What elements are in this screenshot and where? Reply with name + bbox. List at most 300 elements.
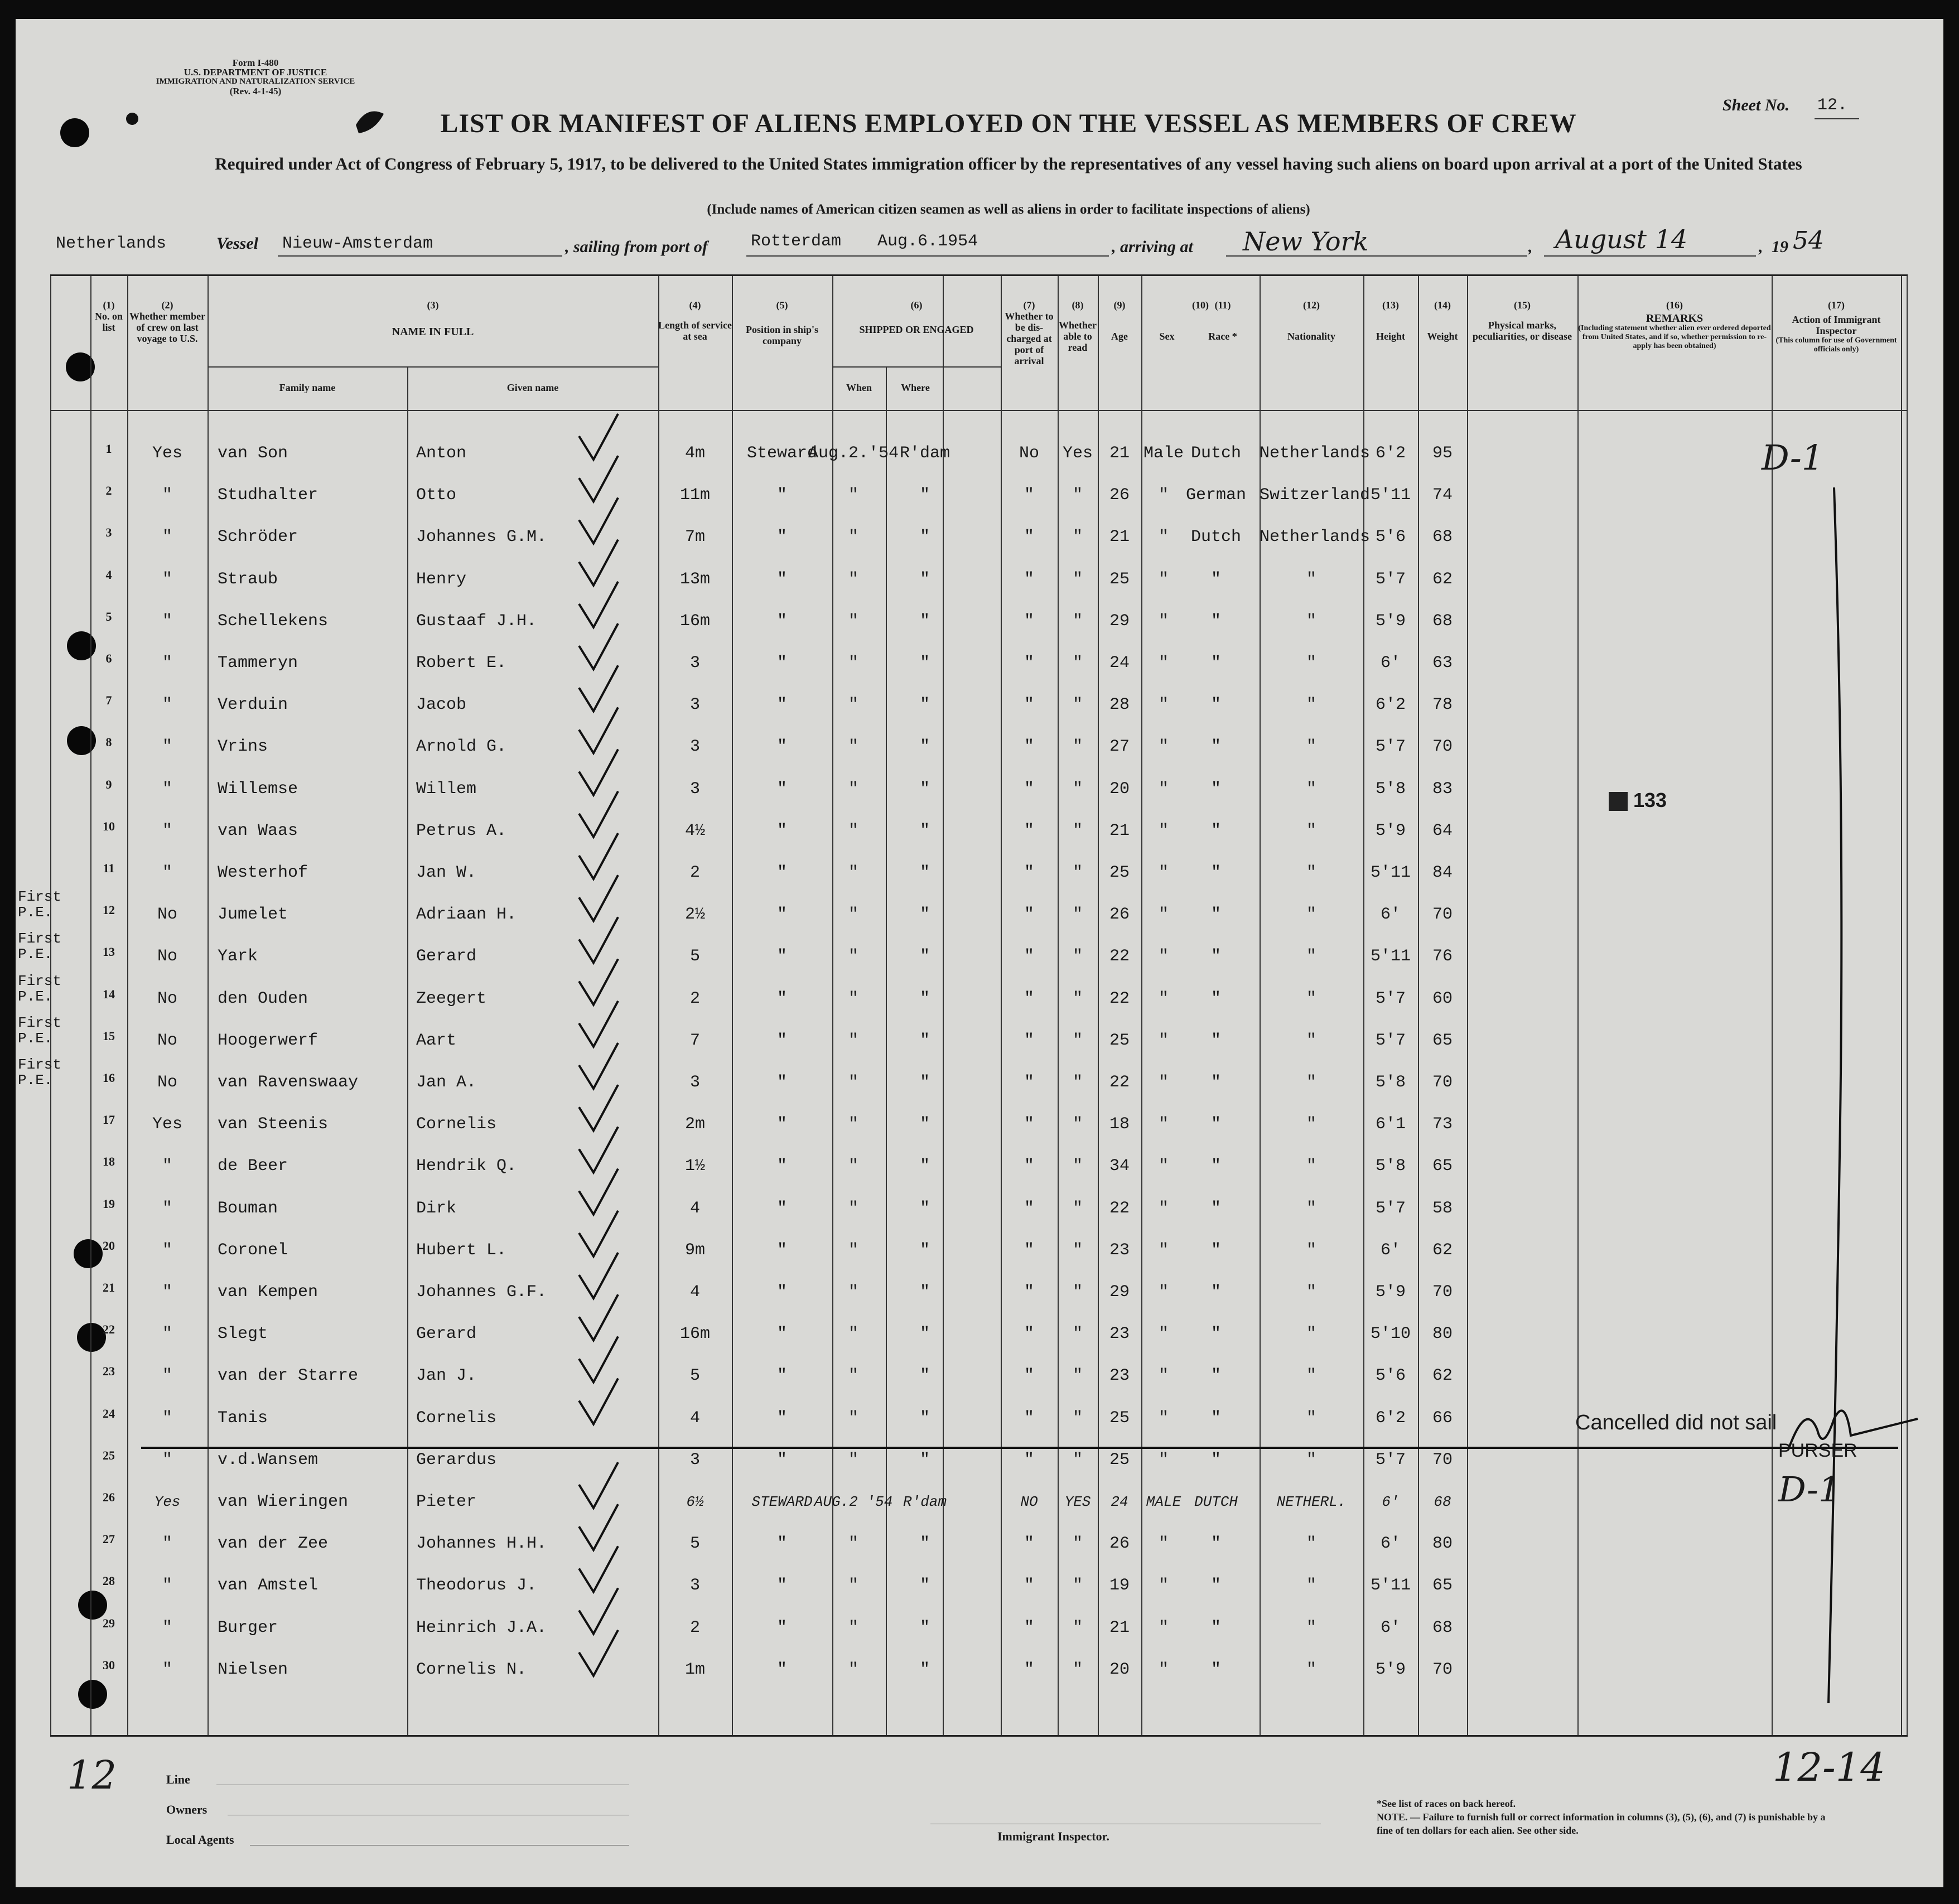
cell-race: "	[1210, 989, 1221, 1008]
cell-service: 5	[689, 947, 700, 967]
cell-prev: "	[162, 569, 172, 589]
cell-read: "	[1072, 1366, 1083, 1386]
cell-family: van Kempen	[218, 1283, 319, 1302]
cell-height: 5'9	[1375, 611, 1406, 631]
cell-weight: 70	[1432, 1283, 1453, 1302]
cell-discharge: "	[1024, 905, 1034, 925]
cell-where: "	[919, 821, 930, 840]
cell-read: "	[1072, 989, 1083, 1008]
cell-where: "	[919, 1073, 930, 1092]
cell-service: 16m	[679, 611, 710, 631]
cell-when: "	[848, 1660, 858, 1679]
cell-where: "	[919, 569, 930, 589]
arrival-date: August 14	[1555, 224, 1688, 254]
cell-when: "	[848, 569, 858, 589]
cell-when: "	[848, 947, 858, 967]
cell-sex: "	[1158, 695, 1169, 715]
check-mark-icon	[579, 1504, 618, 1550]
cell-when: "	[848, 737, 858, 757]
cell-when: "	[848, 863, 858, 882]
cell-service: 9m	[684, 1240, 705, 1260]
cell-no: 3	[105, 525, 112, 540]
cell-weight: 68	[1432, 1618, 1453, 1637]
cell-age: 22	[1109, 947, 1130, 967]
cell-no: 19	[103, 1196, 115, 1211]
cell-no: 24	[103, 1406, 115, 1420]
check-mark-icon	[579, 540, 618, 586]
cell-height: 5'6	[1375, 528, 1406, 547]
cell-prev: "	[162, 863, 172, 882]
cell-family: v.d.Wansem	[218, 1450, 319, 1470]
cell-height: 5'7	[1375, 737, 1406, 757]
corner-number-right: 12-14	[1773, 1744, 1885, 1790]
cell-given: Cornelis	[416, 1115, 497, 1134]
cell-prev: "	[162, 821, 172, 840]
cell-where: "	[919, 1450, 930, 1470]
cell-height: 5'8	[1375, 779, 1406, 799]
check-mark-icon	[579, 1085, 618, 1130]
cell-sex: "	[1158, 947, 1169, 967]
cell-sex: "	[1158, 1073, 1169, 1092]
cell-when: "	[848, 486, 858, 505]
cell-family: van der Starre	[218, 1366, 359, 1386]
purser-stamp: PURSER	[1778, 1440, 1857, 1461]
check-mark-icon	[579, 414, 618, 460]
cell-race: "	[1210, 821, 1221, 840]
cell-family: Schröder	[218, 528, 298, 547]
cell-discharge: "	[1024, 1534, 1034, 1554]
cell-sex: MALE	[1146, 1494, 1181, 1510]
cell-no: 29	[103, 1616, 115, 1630]
cell-age: 23	[1109, 1325, 1130, 1344]
cell-weight: 80	[1432, 1325, 1453, 1344]
cell-read: "	[1072, 1618, 1083, 1637]
cell-sex: "	[1158, 1199, 1169, 1218]
cell-weight: 70	[1432, 737, 1453, 757]
manifest-page	[16, 19, 1943, 1887]
vessel-name: Nieuw-Amsterdam	[282, 234, 433, 253]
cell-nationality: "	[1306, 1325, 1316, 1344]
cell-nationality: Netherlands	[1260, 444, 1371, 463]
cell-height: 5'8	[1375, 1157, 1406, 1176]
cell-weight: 76	[1432, 947, 1453, 967]
cell-no: 7	[105, 693, 112, 708]
cell-discharge: "	[1024, 1115, 1034, 1134]
action-d1-top: D-1	[1762, 437, 1824, 478]
cell-service: 5	[689, 1534, 700, 1554]
cell-prev: "	[162, 1534, 172, 1554]
cell-position: "	[776, 1073, 787, 1092]
col-header-3a: Family name	[279, 382, 336, 393]
cell-family: Studhalter	[218, 486, 319, 505]
race-footnote: *See list of races on back hereof.	[1377, 1798, 1516, 1809]
cell-weight: 68	[1432, 528, 1453, 547]
cell-family: Schellekens	[218, 611, 329, 631]
margin-note: First P.E.	[18, 972, 62, 1005]
cell-no: 5	[105, 609, 112, 624]
cell-where: "	[919, 1366, 930, 1386]
cell-position: Steward	[746, 444, 818, 463]
cancelled-stamp: Cancelled did not sail	[1575, 1411, 1777, 1434]
cell-weight: 80	[1432, 1534, 1453, 1554]
cell-nationality: "	[1306, 947, 1316, 967]
cell-height: 5'9	[1375, 1283, 1406, 1302]
cell-discharge: "	[1024, 1660, 1034, 1679]
cell-family: Nielsen	[218, 1660, 288, 1679]
cell-position: "	[776, 528, 787, 547]
cell-when: "	[848, 1450, 858, 1470]
cell-age: 24	[1111, 1494, 1128, 1510]
cell-where: "	[919, 1408, 930, 1428]
cell-discharge: "	[1024, 947, 1034, 967]
cell-read: "	[1072, 1031, 1083, 1050]
check-mark-icon	[579, 665, 618, 711]
cell-given: Anton	[416, 444, 467, 463]
cell-sex: "	[1158, 1366, 1169, 1386]
col-header-11: (11) Race *	[1208, 299, 1237, 342]
cell-given: Cornelis N.	[416, 1660, 527, 1679]
cell-race: "	[1210, 947, 1221, 967]
col-header-5: (5) Position in ship's company	[745, 299, 819, 346]
cell-service: 2½	[684, 905, 705, 925]
cell-sex: "	[1158, 1157, 1169, 1176]
cell-nationality: "	[1306, 1283, 1316, 1302]
cell-no: 1	[105, 442, 112, 456]
cell-no: 30	[103, 1657, 115, 1672]
cell-prev: "	[162, 779, 172, 799]
cell-nationality: "	[1306, 863, 1316, 882]
cell-position: "	[776, 1576, 787, 1596]
cell-when: "	[848, 695, 858, 715]
cell-read: "	[1072, 737, 1083, 757]
cell-weight: 78	[1432, 695, 1453, 715]
cell-discharge: "	[1024, 654, 1034, 673]
page-note: (Include names of American citizen seamen as well as aliens in order to facilitate inspections of aliens)	[707, 202, 1310, 217]
cell-given: Johannes H.H.	[416, 1534, 547, 1554]
cell-height: 6'	[1380, 1618, 1401, 1637]
cell-weight: 65	[1432, 1576, 1453, 1596]
cell-given: Petrus A.	[416, 821, 507, 840]
cell-race: Dutch	[1190, 444, 1241, 463]
cell-position: "	[776, 989, 787, 1008]
cell-when: "	[848, 528, 858, 547]
cell-discharge: "	[1024, 821, 1034, 840]
cell-where: "	[919, 1115, 930, 1134]
cell-given: Cornelis	[416, 1408, 497, 1428]
cell-service: 3	[689, 737, 700, 757]
cell-where: "	[919, 989, 930, 1008]
cell-service: 3	[689, 1576, 700, 1596]
col-header-13: (13) Height	[1376, 299, 1405, 342]
cell-age: 22	[1109, 989, 1130, 1008]
cell-when: "	[848, 1031, 858, 1050]
cell-read: "	[1072, 1660, 1083, 1679]
cell-age: 27	[1109, 737, 1130, 757]
cell-height: 6'	[1380, 905, 1401, 925]
check-mark-icon	[579, 1294, 618, 1340]
cell-discharge: NO	[1020, 1494, 1038, 1510]
cell-read: "	[1072, 1115, 1083, 1134]
cell-discharge: "	[1024, 737, 1034, 757]
cell-no: 22	[103, 1322, 115, 1337]
cell-weight: 70	[1432, 1073, 1453, 1092]
cell-prev: "	[162, 1576, 172, 1596]
cell-given: Otto	[416, 486, 457, 505]
cell-discharge: "	[1024, 1366, 1034, 1386]
cell-family: Hoogerwerf	[218, 1031, 319, 1050]
cell-service: 1½	[684, 1157, 705, 1176]
cell-position: "	[776, 569, 787, 589]
cell-prev: Yes	[152, 1115, 182, 1134]
cell-read: "	[1072, 486, 1083, 505]
cell-where: "	[919, 611, 930, 631]
cell-given: Robert E.	[416, 654, 507, 673]
cell-family: de Beer	[218, 1157, 288, 1176]
col-header-6b: Where	[901, 382, 930, 393]
cell-prev: "	[162, 1240, 172, 1260]
cell-nationality: "	[1306, 1576, 1316, 1596]
cell-discharge: "	[1024, 486, 1034, 505]
cell-discharge: "	[1024, 1408, 1034, 1428]
cell-height: 6'2	[1375, 1408, 1406, 1428]
col-header-3: (3) NAME IN FULL	[392, 299, 474, 338]
cell-sex: "	[1158, 1240, 1169, 1260]
cell-position: "	[776, 1115, 787, 1134]
cell-prev: "	[162, 611, 172, 631]
check-mark-icon	[579, 1336, 618, 1382]
cell-service: 2m	[684, 1115, 705, 1134]
cell-read: "	[1072, 1240, 1083, 1260]
cell-weight: 73	[1432, 1115, 1453, 1134]
cell-nationality: NETHERL.	[1276, 1494, 1347, 1510]
cell-where: "	[919, 1240, 930, 1260]
cell-family: Burger	[218, 1618, 278, 1637]
cell-race: "	[1210, 1325, 1221, 1344]
cell-read: "	[1072, 528, 1083, 547]
cell-position: "	[776, 1283, 787, 1302]
cell-age: 23	[1109, 1240, 1130, 1260]
cell-when: "	[848, 1366, 858, 1386]
cell-age: 26	[1109, 905, 1130, 925]
cell-given: Dirk	[416, 1199, 457, 1218]
check-mark-icon	[579, 791, 618, 837]
cell-discharge: "	[1024, 695, 1034, 715]
cell-family: van Amstel	[218, 1576, 319, 1596]
cell-family: Coronel	[218, 1240, 288, 1260]
cell-discharge: "	[1024, 1283, 1034, 1302]
cell-given: Zeegert	[416, 989, 487, 1008]
cell-position: "	[776, 905, 787, 925]
cell-read: "	[1072, 695, 1083, 715]
year-prefix: 19	[1772, 238, 1788, 256]
cell-height: 6'	[1380, 1534, 1401, 1554]
cell-read: "	[1072, 1534, 1083, 1554]
stamp-mark-icon	[1609, 792, 1628, 811]
cell-no: 20	[103, 1238, 115, 1253]
cell-when: Aug.2.'54	[808, 444, 899, 463]
page-title: LIST OR MANIFEST OF ALIENS EMPLOYED ON THE VESSEL AS MEMBERS OF CREW	[440, 109, 1577, 138]
check-mark-icon	[579, 750, 618, 795]
cell-height: 5'6	[1375, 1366, 1406, 1386]
cell-given: Gustaaf J.H.	[416, 611, 537, 631]
col-header-12: (12) Nationality	[1287, 299, 1335, 342]
cell-sex: "	[1158, 1408, 1169, 1428]
cell-height: 6'2	[1375, 444, 1406, 463]
check-mark-icon	[579, 875, 618, 921]
cell-service: 3	[689, 1450, 700, 1470]
cell-where: "	[919, 1283, 930, 1302]
cell-race: "	[1210, 863, 1221, 882]
form-revision: (Rev. 4-1-45)	[229, 86, 282, 96]
cell-nationality: Switzerland	[1260, 486, 1371, 505]
cell-service: 4	[689, 1283, 700, 1302]
cell-service: 3	[689, 695, 700, 715]
check-mark-icon	[579, 707, 618, 753]
check-mark-icon	[579, 1379, 618, 1424]
cell-sex: "	[1158, 1534, 1169, 1554]
cell-service: 3	[689, 779, 700, 799]
cell-service: 11m	[679, 486, 710, 505]
cell-no: 8	[105, 735, 112, 750]
cell-height: 5'11	[1370, 1576, 1411, 1596]
cell-family: van der Zee	[218, 1534, 329, 1554]
cell-discharge: "	[1024, 569, 1034, 589]
cell-read: "	[1072, 1157, 1083, 1176]
cell-nationality: Netherlands	[1260, 528, 1371, 547]
margin-note: First P.E.	[18, 1014, 62, 1047]
corner-number-left: 12	[67, 1752, 117, 1798]
cell-family: den Ouden	[218, 989, 308, 1008]
cell-given: Johannes G.M.	[416, 528, 547, 547]
page-subtitle: Required under Act of Congress of February 5, 1917, to be delivered to the United States immigration officer by the representatives of any vessel having such aliens on board upon arrival at a port of the United States	[215, 154, 1802, 173]
cell-weight: 63	[1432, 654, 1453, 673]
cell-read: "	[1072, 569, 1083, 589]
cell-discharge: "	[1024, 863, 1034, 882]
cell-family: van Son	[218, 444, 288, 463]
cell-age: 21	[1109, 821, 1130, 840]
check-mark-icon	[579, 959, 618, 1005]
cell-height: 5'11	[1370, 947, 1411, 967]
cell-service: 13m	[679, 569, 710, 589]
cell-race: Dutch	[1190, 528, 1241, 547]
cell-height: 5'7	[1375, 1031, 1406, 1050]
cell-weight: 62	[1432, 1240, 1453, 1260]
cell-discharge: "	[1024, 528, 1034, 547]
cell-where: "	[919, 779, 930, 799]
cell-prev: Yes	[152, 444, 182, 463]
cell-age: 25	[1109, 569, 1130, 589]
cell-where: "	[919, 1576, 930, 1596]
cell-family: Jumelet	[218, 905, 288, 925]
cell-service: 16m	[679, 1325, 710, 1344]
cell-prev: "	[162, 1283, 172, 1302]
cell-race: "	[1210, 905, 1221, 925]
cell-position: "	[776, 1450, 787, 1470]
cell-service: 2	[689, 989, 700, 1008]
cell-no: 27	[103, 1532, 115, 1547]
cell-given: Pieter	[416, 1492, 477, 1511]
margin-note: First P.E.	[18, 930, 62, 963]
cell-weight: 84	[1432, 863, 1453, 882]
cell-read: "	[1072, 821, 1083, 840]
cell-service: 7m	[684, 528, 705, 547]
cell-race: "	[1210, 1031, 1221, 1050]
cell-service: 4m	[684, 444, 705, 463]
cell-sex: "	[1158, 486, 1169, 505]
cell-sex: "	[1158, 611, 1169, 631]
cell-no: 10	[103, 819, 115, 833]
cell-prev: No	[157, 1073, 177, 1092]
cell-weight: 83	[1432, 779, 1453, 799]
cell-age: 21	[1109, 1618, 1130, 1637]
cell-service: 7	[689, 1031, 700, 1050]
cell-where: "	[919, 863, 930, 882]
cell-prev: "	[162, 1325, 172, 1344]
cell-given: Gerardus	[416, 1450, 497, 1470]
inspector-label: Immigrant Inspector.	[997, 1829, 1109, 1843]
cell-weight: 62	[1432, 569, 1453, 589]
cell-nationality: "	[1306, 989, 1316, 1008]
cell-family: Westerhof	[218, 863, 308, 882]
cell-position: "	[776, 1199, 787, 1218]
cell-age: 28	[1109, 695, 1130, 715]
cell-where: "	[919, 695, 930, 715]
cell-race: German	[1185, 486, 1247, 505]
cell-position: "	[776, 486, 787, 505]
cell-sex: "	[1158, 863, 1169, 882]
flag-country: Netherlands	[56, 234, 167, 253]
cell-given: Jan J.	[416, 1366, 477, 1386]
cell-when: "	[848, 1408, 858, 1428]
cell-age: 29	[1109, 611, 1130, 631]
cell-position: "	[776, 654, 787, 673]
check-mark-icon	[579, 456, 618, 501]
check-mark-icon	[579, 1169, 618, 1215]
cell-discharge: "	[1024, 1618, 1034, 1637]
cell-weight: 60	[1432, 989, 1453, 1008]
cell-position: "	[776, 611, 787, 631]
cell-no: 21	[103, 1280, 115, 1294]
sheet-number: 12.	[1817, 96, 1848, 115]
cell-read: "	[1072, 1283, 1083, 1302]
cell-family: Tammeryn	[218, 654, 298, 673]
cell-where: "	[919, 1199, 930, 1218]
cell-no: 9	[105, 777, 112, 791]
cell-no: 13	[103, 945, 115, 959]
cell-when: "	[848, 1534, 858, 1554]
cell-no: 16	[103, 1071, 115, 1085]
check-mark-icon	[579, 1253, 618, 1298]
cell-weight: 65	[1432, 1157, 1453, 1176]
cell-position: "	[776, 1660, 787, 1679]
cell-when: "	[848, 1115, 858, 1134]
cell-where: "	[919, 1618, 930, 1637]
cell-service: 5	[689, 1366, 700, 1386]
cell-read: YES	[1064, 1494, 1091, 1510]
cell-where: "	[919, 1325, 930, 1344]
cell-nationality: "	[1306, 905, 1316, 925]
col-header-17: (17) Action of Immigrant Inspector (This column for use of Government officials only)	[1775, 299, 1897, 354]
cell-given: Henry	[416, 569, 467, 589]
cell-discharge: "	[1024, 611, 1034, 631]
cell-nationality: "	[1306, 1618, 1316, 1637]
cell-height: 5'7	[1375, 989, 1406, 1008]
cell-position: "	[776, 947, 787, 967]
check-mark-icon	[579, 624, 618, 669]
cell-age: 19	[1109, 1576, 1130, 1596]
cell-height: 5'9	[1375, 821, 1406, 840]
cell-given: Jan A.	[416, 1073, 477, 1092]
